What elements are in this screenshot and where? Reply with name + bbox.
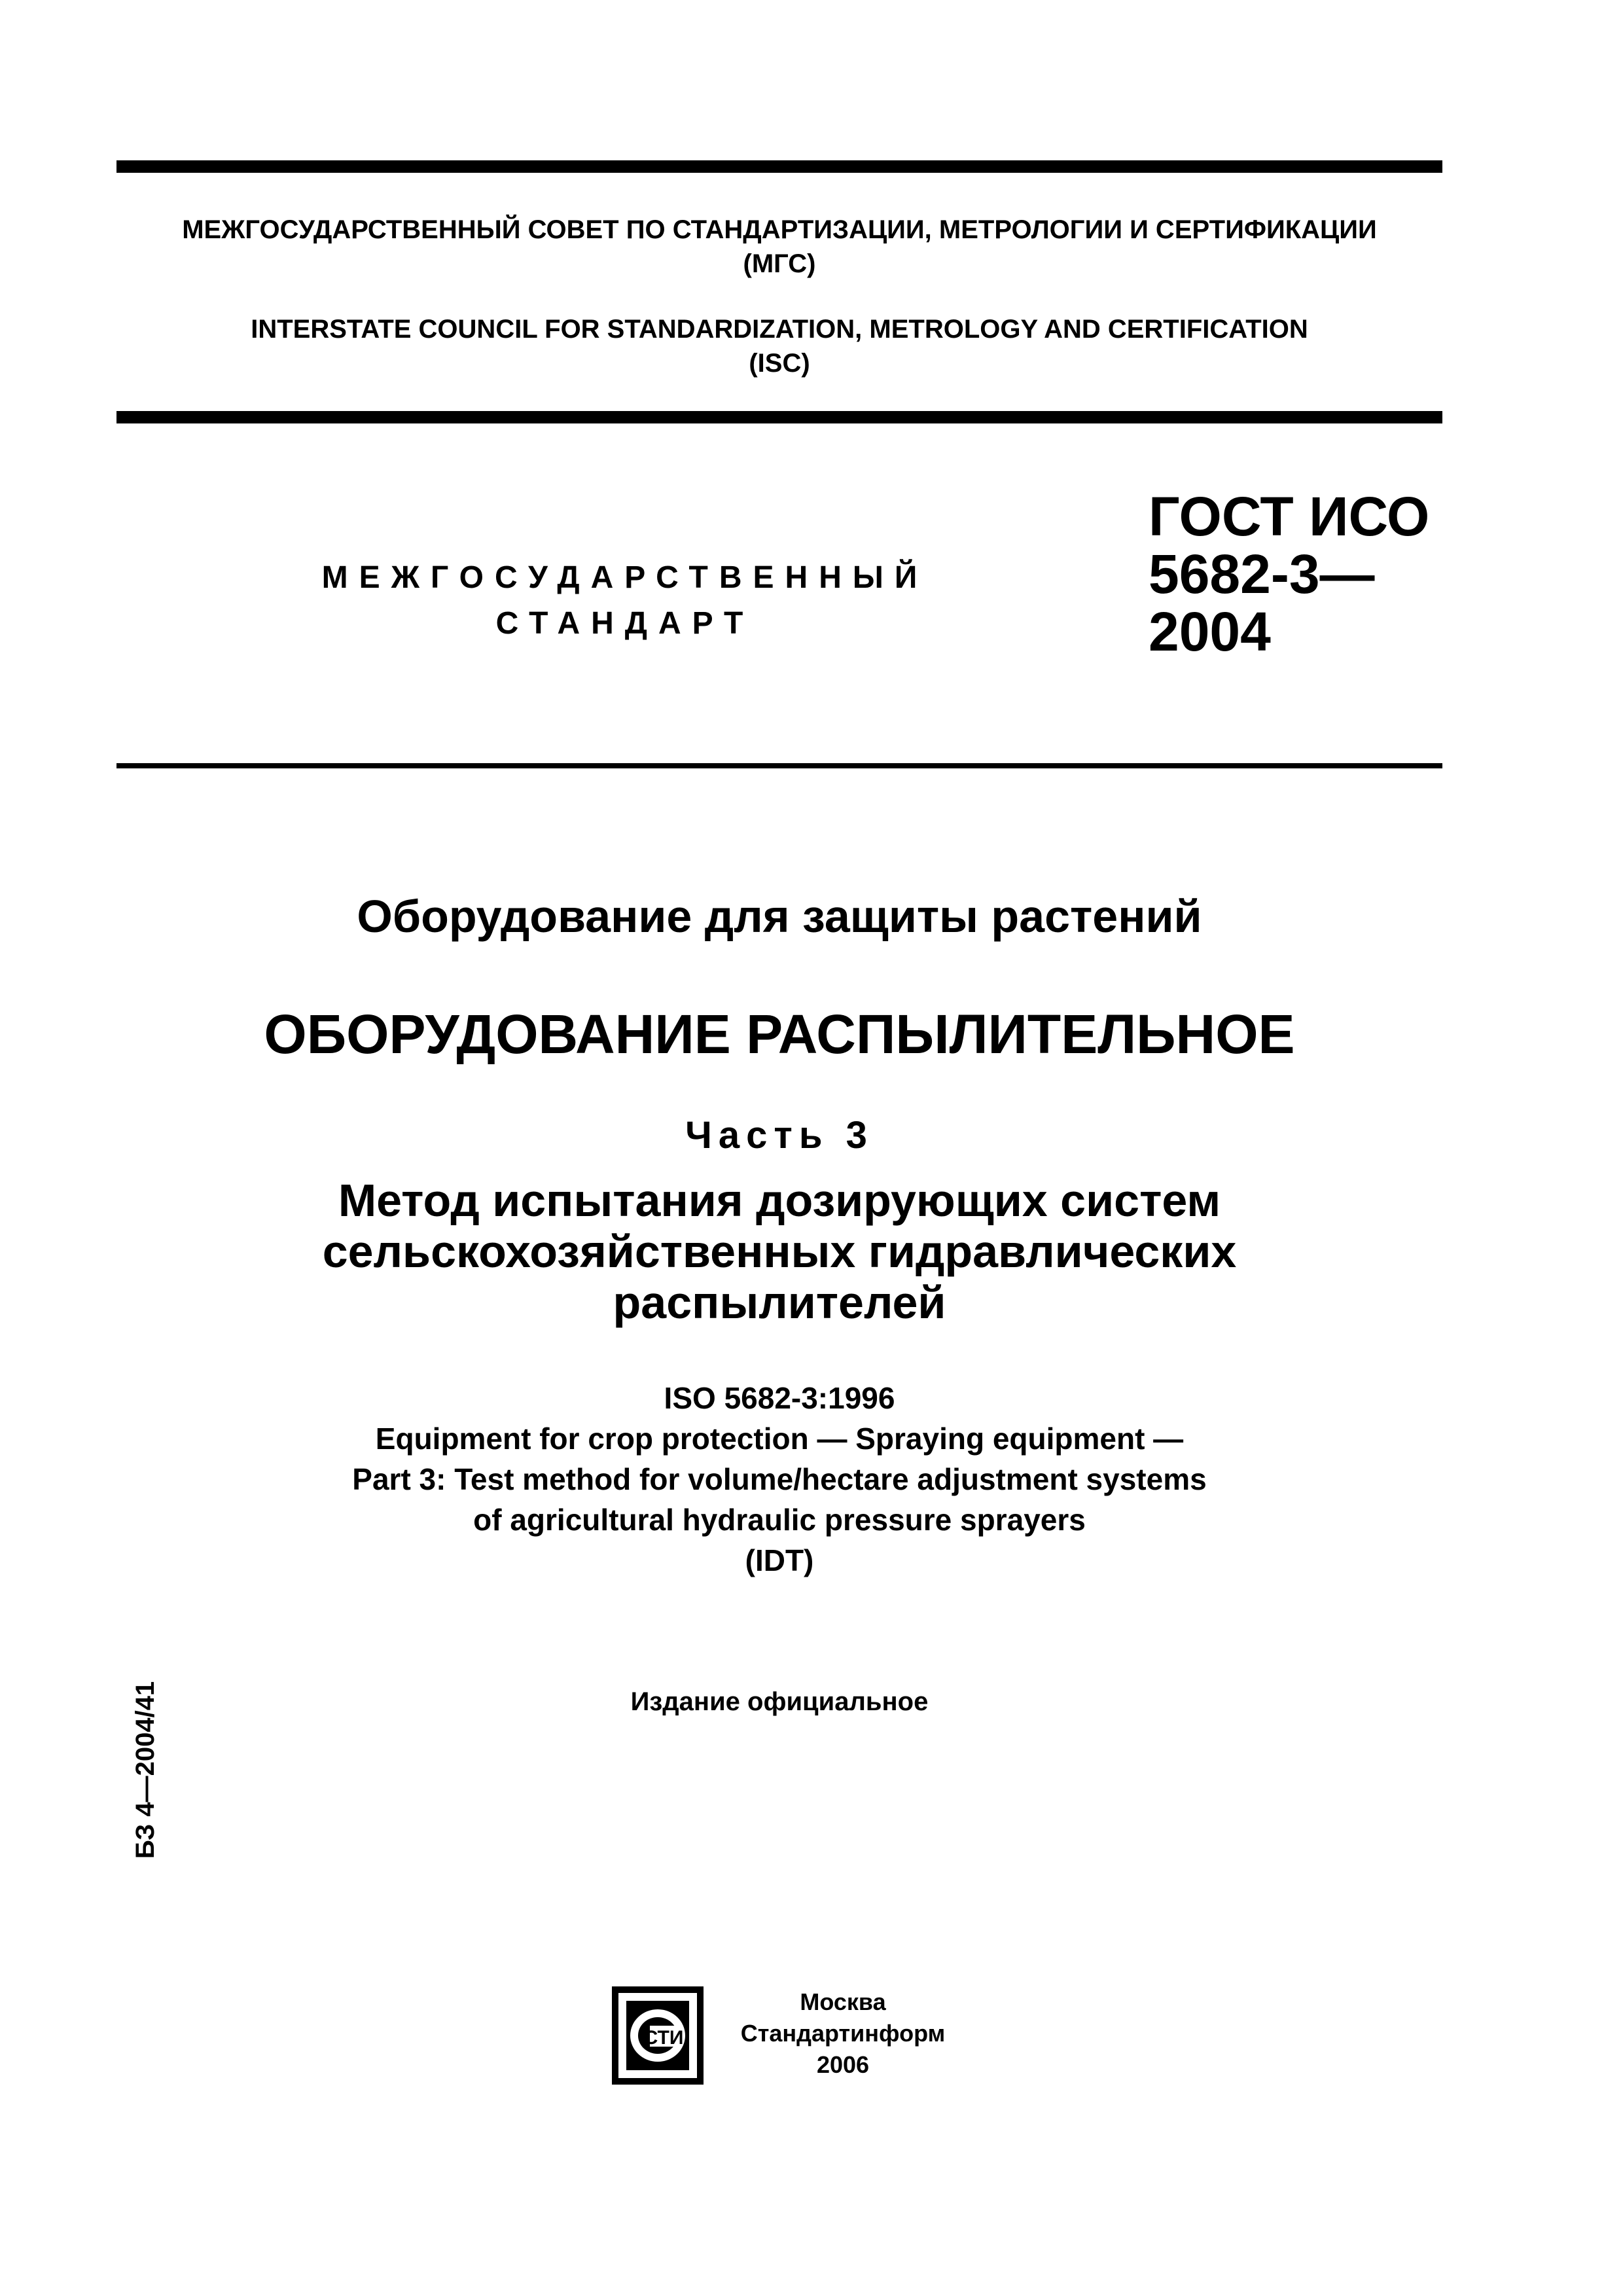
part-number: Часть 3 — [685, 1114, 874, 1157]
designation-line2: 5682-3— — [1149, 543, 1375, 605]
iso-number: ISO 5682-3:1996 — [664, 1381, 895, 1415]
designation-line1: ГОСТ ИСО — [1149, 486, 1430, 547]
standard-designation — [1149, 488, 1429, 660]
iso-title-line2: Part 3: Test method for volume/hectare adjustment systems — [352, 1462, 1207, 1496]
council-ru-abbr: (МГС) — [743, 249, 816, 278]
iso-equivalence: (IDT) — [745, 1543, 814, 1577]
general-title: Оборудование для защиты растений — [357, 891, 1202, 942]
part-title-line1: Метод испытания дозирующих систем — [338, 1175, 1221, 1226]
catalog-code-text: БЗ 4—2004/41 — [131, 1681, 160, 1859]
council-en-abbr: (ISC) — [749, 349, 810, 378]
part-title-line2: сельскохозяйственных гидравлических — [322, 1226, 1237, 1277]
council-ru-name: МЕЖГОСУДАРСТВЕННЫЙ СОВЕТ ПО СТАНДАРТИЗАЦИИ, МЕТРОЛОГИИ И СЕРТИФИКАЦИИ — [182, 215, 1377, 244]
standard-kind-line2: СТАНДАРТ — [495, 606, 755, 641]
imprint-year: 2006 — [816, 2051, 870, 2078]
council-header — [116, 213, 1442, 380]
main-title: ОБОРУДОВАНИЕ РАСПЫЛИТЕЛЬНОЕ — [264, 1003, 1295, 1065]
imprint-publisher: Стандартинформ — [740, 2020, 946, 2047]
imprint-city: Москва — [800, 1988, 886, 2015]
iso-title-line3: of agricultural hydraulic pressure sprayers — [473, 1503, 1086, 1537]
imprint — [725, 1986, 961, 2081]
part-title — [116, 1175, 1442, 1328]
logo-text: СТИ — [643, 2027, 684, 2049]
designation-line3: 2004 — [1149, 601, 1271, 662]
council-en-name: INTERSTATE COUNCIL FOR STANDARDIZATION, METROLOGY AND CERTIFICATION — [251, 315, 1308, 344]
iso-reference — [116, 1378, 1442, 1581]
part-title-line3: распылителей — [613, 1277, 946, 1328]
council-rule — [116, 411, 1442, 423]
standard-kind-line1: МЕЖГОСУДАРСТВЕННЫЙ — [321, 560, 929, 595]
title-rule — [116, 763, 1442, 768]
edition-label: Издание официальное — [630, 1687, 929, 1716]
logo-icon — [612, 1986, 704, 2085]
iso-title-line1: Equipment for crop protection — Spraying equipment — — [375, 1422, 1184, 1456]
top-rule — [116, 160, 1442, 173]
standartinform-logo — [612, 1986, 704, 2085]
